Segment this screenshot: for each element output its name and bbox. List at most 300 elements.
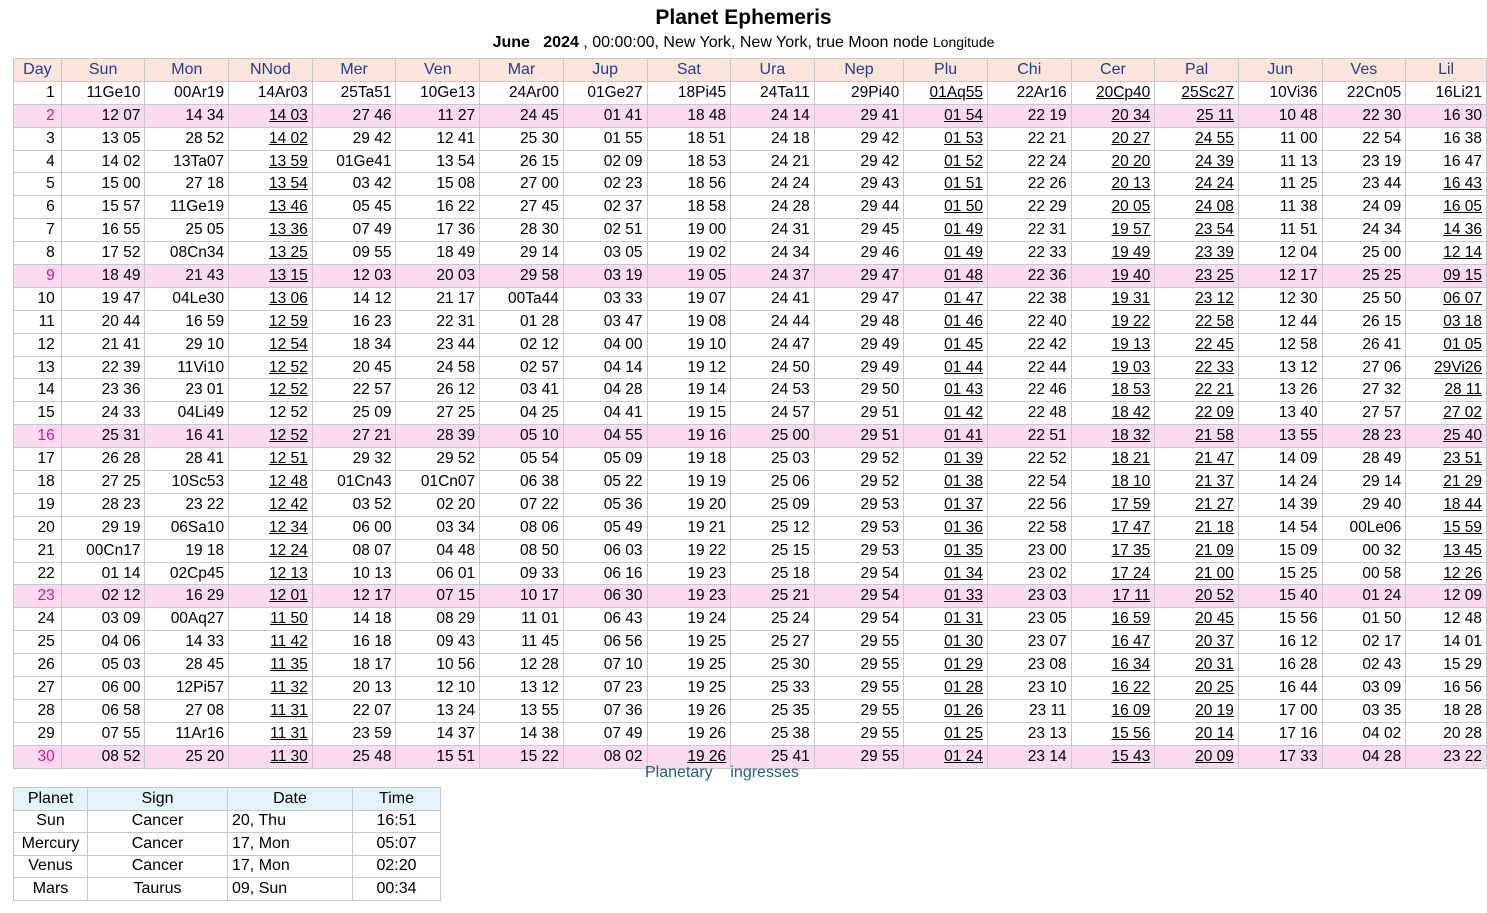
position-cell-sun	[61, 379, 145, 402]
position-value: 11 13	[1279, 152, 1318, 170]
position-value: 00Aq27	[170, 610, 225, 628]
position-cell-mon	[145, 333, 229, 356]
position-cell-ves	[1322, 242, 1406, 265]
table-row	[14, 81, 1487, 104]
position-value: 29 50	[860, 381, 900, 399]
position-value: 02 51	[603, 221, 643, 239]
position-value: 04Le30	[172, 289, 225, 307]
day-cell: 26	[14, 654, 62, 677]
position-cell-plu	[904, 745, 988, 768]
position-cell-chi	[987, 104, 1071, 127]
position-value: 09 15	[1443, 266, 1482, 284]
position-value: 20 45	[352, 358, 392, 376]
position-value: 19 23	[687, 564, 727, 582]
position-value: 25 27	[770, 633, 810, 651]
position-value: 12 48	[1443, 610, 1482, 628]
position-cell-lil	[1406, 173, 1487, 196]
position-cell-plu	[904, 631, 988, 654]
position-value: 26 12	[436, 381, 476, 399]
position-value: 23 22	[185, 495, 225, 513]
position-cell-ven	[396, 196, 480, 219]
position-value: 01 39	[944, 450, 983, 468]
position-value: 21 58	[1195, 427, 1234, 445]
position-value: 24 14	[770, 106, 810, 124]
position-value: 11 27	[437, 106, 476, 124]
position-cell-ura	[731, 677, 815, 700]
position-cell-sat	[647, 333, 731, 356]
position-value: 22 56	[1027, 495, 1067, 513]
position-value: 19 18	[687, 450, 727, 468]
position-cell-sat	[647, 265, 731, 288]
position-value: 06 30	[603, 587, 643, 605]
position-value: 25 18	[770, 564, 810, 582]
position-value: 12 44	[1278, 312, 1318, 330]
position-value: 29 55	[860, 656, 900, 674]
position-cell-nnod	[229, 608, 313, 631]
position-value: 22 29	[1027, 198, 1067, 216]
position-cell-sat	[647, 173, 731, 196]
table-row	[14, 654, 1487, 677]
position-value: 03 42	[352, 175, 392, 193]
column-header-day: Day	[14, 59, 62, 82]
table-row	[14, 333, 1487, 356]
ephemeris-header-row	[14, 59, 1487, 82]
position-value: 22 36	[1027, 266, 1067, 284]
position-cell-chi	[987, 722, 1071, 745]
position-value: 29 51	[860, 427, 900, 445]
position-value: 04 28	[603, 381, 643, 399]
position-cell-nep	[814, 150, 904, 173]
position-value: 06 01	[436, 564, 476, 582]
position-cell-sun	[61, 196, 145, 219]
position-value: 24 34	[770, 244, 810, 262]
position-cell-ura	[731, 196, 815, 219]
table-row	[14, 265, 1487, 288]
day-cell: 12	[14, 333, 62, 356]
column-header-mer: Mer	[312, 59, 396, 82]
position-cell-nnod	[229, 745, 313, 768]
position-cell-jun	[1238, 333, 1322, 356]
position-cell-mon	[145, 219, 229, 242]
position-value: 23 19	[1362, 152, 1402, 170]
position-value: 03 09	[101, 610, 141, 628]
position-value: 29 14	[1362, 472, 1402, 490]
position-cell-mer	[312, 196, 396, 219]
position-value: 25 25	[1362, 266, 1402, 284]
column-header-ven: Ven	[396, 59, 480, 82]
position-cell-jup	[563, 425, 647, 448]
position-cell-ura	[731, 425, 815, 448]
position-cell-ura	[731, 173, 815, 196]
position-value: 12 41	[436, 129, 476, 147]
ingress-header-time: Time	[353, 788, 441, 811]
position-value: 15 43	[1111, 747, 1151, 765]
position-value: 22 45	[1195, 335, 1234, 353]
position-cell-mar	[480, 654, 564, 677]
position-value: 19 22	[687, 541, 727, 559]
position-value: 12 07	[101, 106, 141, 124]
position-value: 24 45	[520, 106, 559, 124]
position-cell-ven	[396, 585, 480, 608]
position-value: 24 58	[436, 358, 476, 376]
ingress-cell-planet: Mars	[14, 878, 88, 901]
position-cell-ves	[1322, 402, 1406, 425]
position-value: 03 09	[1362, 678, 1402, 696]
position-cell-pal	[1155, 539, 1239, 562]
position-cell-plu	[904, 104, 988, 127]
position-cell-mer	[312, 242, 396, 265]
position-cell-jun	[1238, 356, 1322, 379]
position-cell-lil	[1406, 425, 1487, 448]
position-cell-pal	[1155, 654, 1239, 677]
position-value: 22 44	[1027, 358, 1067, 376]
position-cell-mer	[312, 402, 396, 425]
position-cell-cer	[1071, 516, 1155, 539]
position-cell-chi	[987, 654, 1071, 677]
position-value: 27 32	[1362, 381, 1402, 399]
position-cell-nnod	[229, 265, 313, 288]
position-value: 22 09	[1195, 404, 1234, 422]
position-cell-sat	[647, 310, 731, 333]
position-value: 27 25	[436, 404, 476, 422]
position-value: 29Pi40	[851, 83, 900, 101]
position-value: 22 46	[1027, 381, 1067, 399]
position-cell-chi	[987, 631, 1071, 654]
column-header-plu: Plu	[904, 59, 988, 82]
position-value: 18 53	[687, 152, 727, 170]
position-cell-chi	[987, 516, 1071, 539]
position-cell-nnod	[229, 493, 313, 516]
ingress-cell-sign: Cancer	[88, 833, 228, 856]
position-value: 08 02	[603, 747, 643, 765]
position-cell-ves	[1322, 150, 1406, 173]
position-value: 19 57	[1111, 221, 1151, 239]
table-row	[14, 631, 1487, 654]
position-cell-nnod	[229, 379, 313, 402]
position-value: 05 36	[603, 495, 643, 513]
position-value: 10Vi36	[1269, 83, 1318, 101]
position-value: 15 59	[1443, 518, 1482, 536]
position-cell-ven	[396, 333, 480, 356]
column-header-mar: Mar	[480, 59, 564, 82]
position-value: 13 06	[268, 289, 308, 307]
position-cell-pal	[1155, 104, 1239, 127]
position-value: 19 25	[687, 678, 727, 696]
position-cell-mer	[312, 493, 396, 516]
position-value: 15 51	[436, 747, 476, 765]
position-cell-lil	[1406, 127, 1487, 150]
position-value: 10Sc53	[171, 472, 225, 490]
position-value: 22 31	[1027, 221, 1067, 239]
position-value: 08 07	[352, 541, 392, 559]
position-cell-sun	[61, 81, 145, 104]
position-cell-nnod	[229, 173, 313, 196]
table-row	[14, 539, 1487, 562]
position-value: 16 59	[185, 312, 225, 330]
position-value: 29 55	[860, 724, 900, 742]
table-row	[14, 242, 1487, 265]
position-value: 17 36	[436, 221, 476, 239]
position-value: 19 26	[687, 701, 727, 719]
position-value: 01 50	[944, 198, 983, 216]
position-cell-jun	[1238, 379, 1322, 402]
ingress-header-date: Date	[228, 788, 353, 811]
position-value: 25 31	[101, 427, 141, 445]
position-cell-sat	[647, 219, 731, 242]
position-cell-pal	[1155, 402, 1239, 425]
position-cell-ven	[396, 379, 480, 402]
position-value: 01 26	[944, 701, 983, 719]
position-cell-sat	[647, 81, 731, 104]
position-value: 20 44	[101, 312, 141, 330]
position-value: 01Ge41	[336, 152, 392, 170]
position-cell-plu	[904, 562, 988, 585]
position-value: 19 16	[687, 427, 727, 445]
position-cell-sat	[647, 150, 731, 173]
position-cell-ven	[396, 699, 480, 722]
position-cell-mon	[145, 196, 229, 219]
position-cell-cer	[1071, 356, 1155, 379]
position-value: 09 33	[520, 564, 559, 582]
position-value: 22 40	[1027, 312, 1067, 330]
position-cell-lil	[1406, 219, 1487, 242]
position-cell-pal	[1155, 631, 1239, 654]
position-value: 29 52	[860, 472, 900, 490]
position-value: 16 56	[1443, 678, 1482, 696]
position-cell-pal	[1155, 333, 1239, 356]
position-cell-ves	[1322, 448, 1406, 471]
position-cell-ves	[1322, 585, 1406, 608]
position-value: 19 19	[687, 472, 727, 490]
position-value: 29 41	[860, 106, 900, 124]
position-value: 22 57	[352, 381, 392, 399]
position-value: 04 06	[101, 633, 141, 651]
position-cell-lil	[1406, 310, 1487, 333]
position-value: 04 48	[436, 541, 476, 559]
position-cell-mon	[145, 745, 229, 768]
position-value: 15 00	[101, 175, 141, 193]
day-cell: 27	[14, 677, 62, 700]
position-value: 19 47	[101, 289, 141, 307]
position-cell-mer	[312, 333, 396, 356]
subtitle-details: , 00:00:00, New York, New York, true Moon node	[583, 34, 929, 51]
position-value: 12 13	[268, 564, 308, 582]
position-value: 01Aq55	[929, 83, 983, 101]
position-cell-jun	[1238, 471, 1322, 494]
position-cell-nep	[814, 379, 904, 402]
position-cell-mer	[312, 654, 396, 677]
position-value: 19 03	[1111, 358, 1151, 376]
position-cell-ves	[1322, 173, 1406, 196]
position-cell-ves	[1322, 104, 1406, 127]
position-cell-mer	[312, 677, 396, 700]
position-value: 01 41	[603, 106, 643, 124]
position-value: 19 08	[687, 312, 727, 330]
position-value: 27 45	[520, 198, 559, 216]
position-value: 12 48	[268, 472, 308, 490]
position-value: 29 32	[352, 450, 392, 468]
position-value: 04 25	[520, 404, 559, 422]
position-cell-jun	[1238, 448, 1322, 471]
position-value: 24Ta11	[760, 83, 810, 101]
position-cell-ven	[396, 425, 480, 448]
position-value: 20 03	[436, 266, 476, 284]
position-value: 20 37	[1195, 633, 1234, 651]
position-cell-pal	[1155, 173, 1239, 196]
column-header-chi: Chi	[987, 59, 1071, 82]
position-value: 21 00	[1195, 564, 1234, 582]
position-value: 07 10	[603, 656, 643, 674]
position-cell-mer	[312, 150, 396, 173]
position-value: 01 41	[944, 427, 983, 445]
position-value: 16 41	[185, 427, 225, 445]
position-cell-ura	[731, 631, 815, 654]
position-cell-mon	[145, 677, 229, 700]
position-value: 22 21	[1195, 381, 1234, 399]
position-cell-ves	[1322, 219, 1406, 242]
position-value: 21 09	[1195, 541, 1234, 559]
position-value: 29 55	[860, 747, 900, 765]
position-value: 20 28	[1443, 724, 1482, 742]
position-value: 01 35	[944, 541, 983, 559]
position-value: 07 36	[603, 701, 643, 719]
position-cell-plu	[904, 516, 988, 539]
position-cell-ura	[731, 654, 815, 677]
table-row	[14, 471, 1487, 494]
position-cell-cer	[1071, 654, 1155, 677]
position-cell-ven	[396, 745, 480, 768]
position-cell-nep	[814, 585, 904, 608]
position-cell-ven	[396, 219, 480, 242]
position-cell-jup	[563, 722, 647, 745]
position-value: 20 19	[1195, 701, 1234, 719]
position-value: 01 49	[944, 221, 983, 239]
position-value: 04 14	[603, 358, 643, 376]
day-cell: 7	[14, 219, 62, 242]
day-cell: 4	[14, 150, 62, 173]
position-value: 01 29	[944, 656, 983, 674]
position-value: 28 52	[185, 129, 225, 147]
position-cell-mer	[312, 81, 396, 104]
position-value: 03 19	[603, 266, 643, 284]
position-value: 23 44	[1362, 175, 1402, 193]
position-cell-chi	[987, 585, 1071, 608]
position-value: 13 54	[436, 152, 476, 170]
position-value: 19 13	[1111, 335, 1151, 353]
position-value: 27 21	[352, 427, 392, 445]
position-value: 29 55	[860, 678, 900, 696]
position-value: 20 31	[1195, 656, 1234, 674]
position-cell-mer	[312, 516, 396, 539]
position-cell-chi	[987, 402, 1071, 425]
position-value: 06 07	[1443, 289, 1482, 307]
position-value: 18 21	[1111, 450, 1151, 468]
position-cell-ven	[396, 631, 480, 654]
position-value: 29 42	[860, 152, 900, 170]
position-cell-ura	[731, 608, 815, 631]
position-cell-jun	[1238, 287, 1322, 310]
position-cell-jup	[563, 127, 647, 150]
position-cell-plu	[904, 219, 988, 242]
position-value: 02 57	[520, 358, 559, 376]
table-row	[14, 310, 1487, 333]
position-value: 12 03	[352, 266, 392, 284]
position-cell-mar	[480, 104, 564, 127]
position-value: 03 05	[603, 244, 643, 262]
position-cell-ven	[396, 356, 480, 379]
position-cell-chi	[987, 539, 1071, 562]
position-cell-lil	[1406, 196, 1487, 219]
position-value: 04 55	[603, 427, 643, 445]
position-value: 16 34	[1111, 656, 1151, 674]
position-value: 03 18	[1443, 312, 1482, 330]
position-cell-sat	[647, 356, 731, 379]
position-cell-nep	[814, 287, 904, 310]
position-cell-lil	[1406, 448, 1487, 471]
position-cell-mon	[145, 631, 229, 654]
position-value: 27 08	[185, 701, 225, 719]
position-value: 06 16	[603, 564, 643, 582]
position-value: 01Ge27	[587, 83, 643, 101]
position-value: 24 21	[770, 152, 810, 170]
position-value: 01 54	[944, 106, 983, 124]
table-row	[14, 356, 1487, 379]
position-value: 13 59	[268, 152, 308, 170]
position-value: 25 21	[770, 587, 810, 605]
position-value: 01 48	[944, 266, 983, 284]
position-value: 29 48	[860, 312, 900, 330]
position-value: 11 42	[270, 633, 308, 651]
position-cell-ura	[731, 699, 815, 722]
position-cell-plu	[904, 585, 988, 608]
position-cell-mer	[312, 356, 396, 379]
position-value: 22Cn05	[1346, 83, 1402, 101]
position-value: 02Cp45	[169, 564, 225, 582]
position-cell-jun	[1238, 425, 1322, 448]
position-cell-ura	[731, 81, 815, 104]
position-cell-nep	[814, 265, 904, 288]
position-value: 12 52	[268, 381, 308, 399]
position-value: 10 13	[352, 564, 392, 582]
position-cell-mar	[480, 493, 564, 516]
position-cell-plu	[904, 173, 988, 196]
position-value: 20 27	[1111, 129, 1151, 147]
position-value: 28 23	[101, 495, 141, 513]
table-row	[14, 127, 1487, 150]
position-cell-chi	[987, 127, 1071, 150]
position-cell-ves	[1322, 127, 1406, 150]
position-value: 04 00	[603, 335, 643, 353]
position-cell-pal	[1155, 150, 1239, 173]
position-value: 20 05	[1111, 198, 1151, 216]
position-value: 29 55	[860, 633, 900, 651]
position-cell-mer	[312, 608, 396, 631]
position-cell-mar	[480, 516, 564, 539]
day-cell: 23	[14, 585, 62, 608]
position-cell-mon	[145, 493, 229, 516]
day-cell: 30	[14, 745, 62, 768]
position-value: 07 49	[352, 221, 392, 239]
position-cell-ura	[731, 127, 815, 150]
position-value: 22 30	[1362, 106, 1402, 124]
position-cell-jup	[563, 81, 647, 104]
position-value: 29 40	[1362, 495, 1402, 513]
position-cell-sat	[647, 242, 731, 265]
position-value: 15 57	[101, 198, 141, 216]
position-value: 19 00	[687, 221, 727, 239]
position-cell-mon	[145, 471, 229, 494]
position-cell-mar	[480, 745, 564, 768]
